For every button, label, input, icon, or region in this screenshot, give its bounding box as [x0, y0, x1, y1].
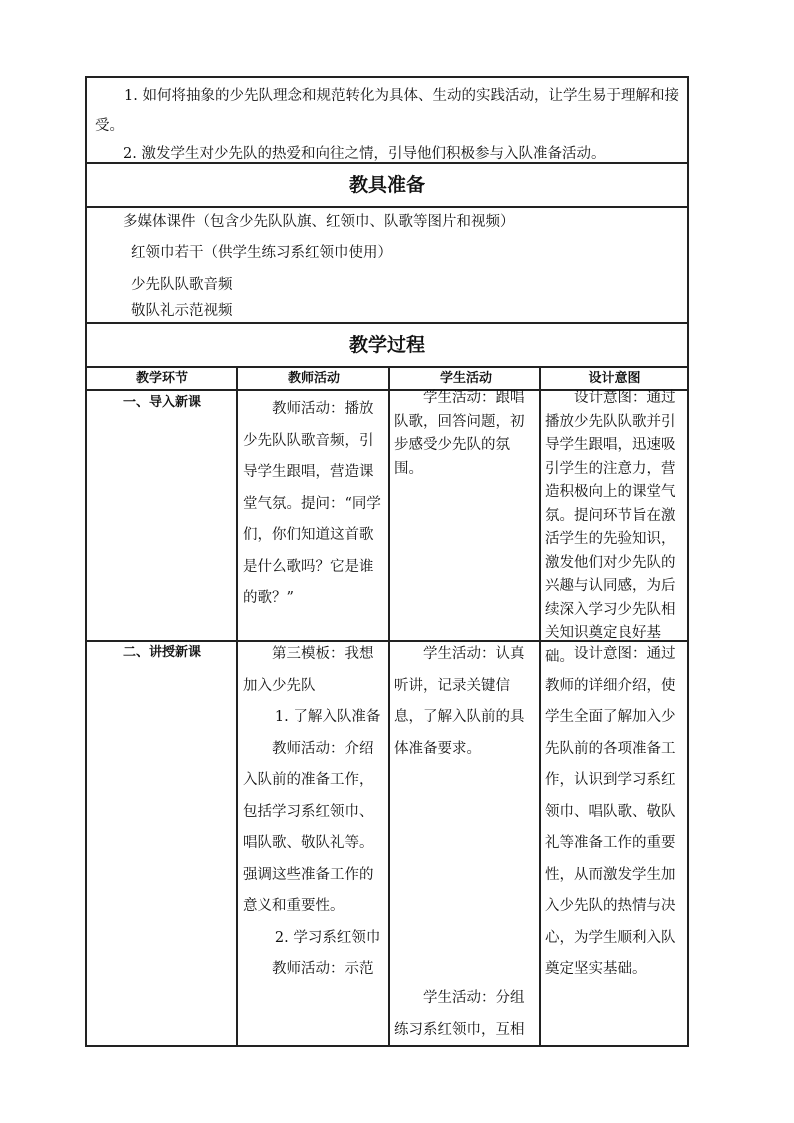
material-item: 敬队礼示范视频 — [131, 303, 233, 319]
column-divider — [539, 367, 541, 1045]
design-intent-intro: 设计意图：通过播放少先队队歌并引导学生跟唱，迅速吸引学生的注意力，营造积极向上的课堂气氛。提问环节旨在激活学生的先验知识，激发他们对少先队的兴趣与认同感，为后续深入学习少先队相关知识奠定良好基础。 — [545, 390, 676, 665]
process-title: 教学过程 — [348, 334, 425, 356]
column-divider — [236, 367, 238, 1045]
teacher-paragraph: 教师活动：介绍入队前的准备工作，包括学习系红领巾、唱队歌、敬队礼等。强调这些准备工作的意义和重要性。 — [243, 740, 374, 914]
difficulty-item-1: 1. 如何将抽象的少先队理念和规范转化为具体、生动的实践活动，让学生易于理解和接受。 — [95, 88, 679, 134]
column-divider — [388, 367, 390, 1045]
teacher-paragraph: 第三模板：我想加入少先队 — [243, 646, 374, 694]
material-item: 少先队队歌音频 — [131, 277, 233, 293]
header-intent: 设计意图 — [588, 371, 641, 386]
teacher-activity-intro: 教师活动：播放少先队队歌音频，引导学生跟唱，营造课堂气氛。提问：“同学们，你们知道这首歌是什么歌吗？它是谁的歌？” — [243, 401, 381, 606]
header-teacher: 教师活动 — [287, 371, 340, 386]
teacher-paragraph: 教师活动：示范 — [272, 961, 374, 977]
student-activity-intro: 学生活动：跟唱队歌，回答问题，初步感受少先队的氛围。 — [394, 390, 525, 477]
divider — [87, 206, 687, 208]
student-activity-new-lesson-2: 学生活动：分组练习系红领巾，互相 — [394, 990, 525, 1038]
student-activity-new-lesson: 学生活动：认真听讲，记录关键信息，了解入队前的具体准备要求。 — [394, 646, 525, 757]
material-item: 红领巾若干（供学生练习系红领巾使用） — [131, 245, 392, 261]
teacher-paragraph: 2. 学习系红领巾 — [274, 929, 381, 946]
teacher-paragraph: 1. 了解入队准备 — [274, 709, 381, 725]
difficulty-item-2: 2. 激发学生对少先队的热爱和向往之情，引导他们积极参与入队准备活动。 — [123, 146, 606, 162]
materials-title: 教具准备 — [348, 174, 425, 196]
stage-new-lesson: 二、讲授新课 — [122, 645, 201, 660]
design-intent-new-lesson: 设计意图：通过教师的详细介绍，使学生全面了解加入少先队前的各项准备工作，认识到学习系红领巾、唱队歌、敬队礼等准备工作的重要性，从而激发学生加入少先队的热情与决心，为学生顺利入队奠定坚实基础。 — [545, 646, 676, 977]
lesson-plan-table — [85, 76, 689, 1047]
stage-intro: 一、导入新课 — [122, 395, 201, 410]
header-stage: 教学环节 — [135, 371, 188, 386]
material-item: 多媒体课件（包含少先队队旗、红领巾、队歌等图片和视频） — [123, 214, 515, 230]
header-student: 学生活动 — [439, 371, 492, 386]
teacher-activity-new-lesson — [243, 639, 383, 986]
